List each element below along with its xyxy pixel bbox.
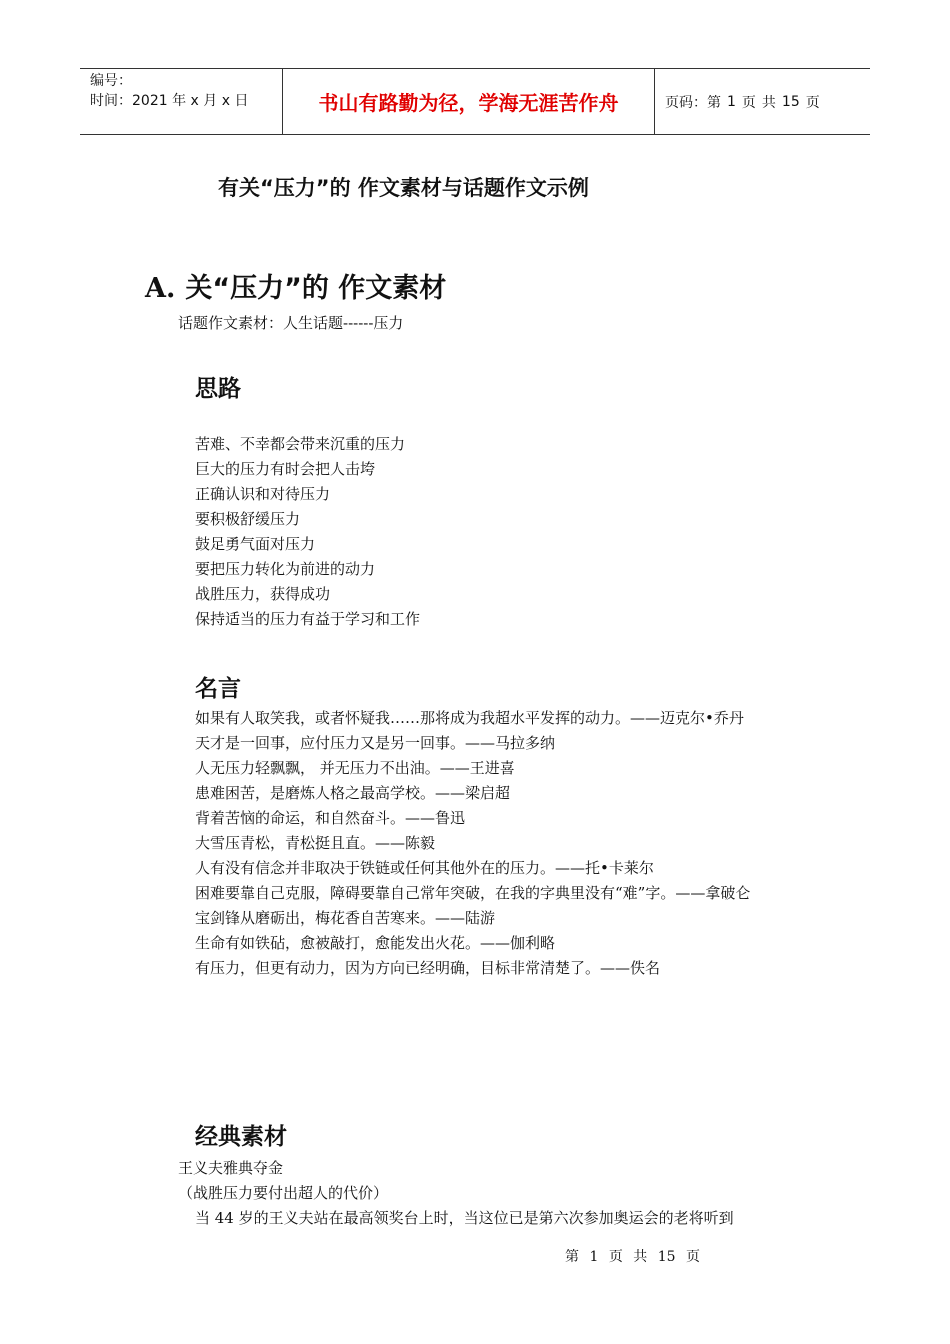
document-number-label: 编号： <box>90 73 132 89</box>
page-header <box>80 68 870 135</box>
page-info-part: 页码：第 <box>665 94 721 111</box>
section-a-heading <box>145 266 446 305</box>
footer-total-pages: 15 <box>657 1249 676 1265</box>
section-letter: A. <box>145 273 176 304</box>
topic-subtitle: 话题作文素材：人生话题------压力 <box>178 314 404 332</box>
document-time-label: 时间：2021 年 x 月 x 日 <box>90 93 249 109</box>
list-item: 要积极舒缓压力 <box>195 510 301 528</box>
quote-item: 人有没有信念并非取决于铁链或任何其他外在的压力。——托•卡莱尔 <box>195 859 654 877</box>
list-item: 要把压力转化为前进的动力 <box>195 560 376 578</box>
footer-current-page: 1 <box>589 1249 599 1265</box>
quotes-list <box>145 706 810 981</box>
page-info-part: 共 <box>761 94 776 111</box>
list-item: 苦难、不幸都会带来沉重的压力 <box>195 435 406 453</box>
list-item: 保持适当的压力有益于学习和工作 <box>195 610 421 628</box>
page-info-total: 15 <box>781 93 800 110</box>
page-footer <box>565 1246 706 1266</box>
footer-part: 第 <box>565 1249 579 1265</box>
page-info-part: 页 <box>805 94 820 111</box>
quote-item: 有压力，但更有动力，因为方向已经明确，目标非常清楚了。——佚名 <box>195 959 661 977</box>
list-item: 正确认识和对待压力 <box>195 485 331 503</box>
story-subtitle: （战胜压力要付出超人的代价） <box>178 1184 389 1202</box>
story-title: 王义夫雅典夺金 <box>178 1159 284 1177</box>
thinking-heading: 思路 <box>195 376 241 402</box>
list-item: 战胜压力，获得成功 <box>195 585 331 603</box>
footer-part: 页 <box>608 1249 623 1265</box>
section-title: 关“压力”的 作文素材 <box>185 273 447 304</box>
quote-item: 天才是一回事，应付压力又是另一回事。——马拉多纳 <box>195 734 556 752</box>
quote-item: 患难困苦，是磨炼人格之最高学校。——梁启超 <box>195 784 511 802</box>
header-meta <box>80 69 282 134</box>
page-info-current: 1 <box>727 93 736 110</box>
header-motto: 书山有路勤为径，学海无涯苦作舟 <box>282 69 655 134</box>
quote-item: 大雪压青松，青松挺且直。——陈毅 <box>195 834 436 852</box>
footer-part: 页 <box>686 1249 701 1265</box>
classic-heading: 经典素材 <box>195 1124 287 1150</box>
quotes-heading: 名言 <box>195 676 241 702</box>
list-item: 巨大的压力有时会把人击垮 <box>195 460 376 478</box>
quote-item: 如果有人取笑我，或者怀疑我……那将成为我超水平发挥的动力。——迈克尔•乔丹 <box>195 709 744 727</box>
quote-item: 人无压力轻飘飘， 并无压力不出油。——王进喜 <box>195 759 515 777</box>
list-item: 鼓足勇气面对压力 <box>195 535 316 553</box>
header-page-info <box>655 69 870 134</box>
document-title: 有关“压力”的 作文素材与话题作文示例 <box>218 176 589 200</box>
story-paragraph: 当 44 岁的王义夫站在最高领奖台上时，当这位已是第六次参加奥运会的老将听到 <box>195 1209 734 1227</box>
quote-item-wrapped: 困难要靠自己克服，障碍要靠自己常年突破，在我的字典里没有“难”字。——拿破仑 <box>195 884 751 902</box>
page-info-part: 页 <box>741 94 756 111</box>
footer-part: 共 <box>633 1249 648 1265</box>
quote-item: 生命有如铁砧，愈被敲打，愈能发出火花。——伽利略 <box>195 934 556 952</box>
quote-item: 宝剑锋从磨砺出，梅花香自苦寒来。——陆游 <box>195 909 496 927</box>
thinking-list <box>195 432 420 632</box>
quote-item: 背着苦恼的命运，和自然奋斗。——鲁迅 <box>195 809 466 827</box>
